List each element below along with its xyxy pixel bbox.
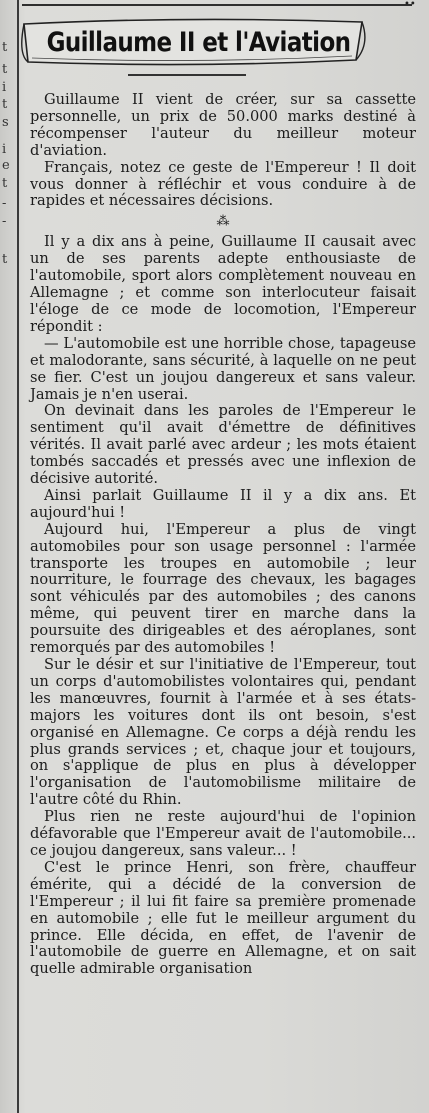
paragraph: Plus rien ne reste aujourd'hui de l'opinion défavorable que l'Empereur avait de l'automobile... ce joujou dangereux, sans valeur... ! bbox=[30, 808, 416, 859]
margin-letter: - bbox=[2, 196, 7, 211]
paragraph: — L'automobile est une horrible chose, tapageuse et malodorante, sans sécurité, à laquelle on ne peut se fier. C'est un joujou dangereux et sans valeur. Jamais je n'en userai. bbox=[30, 334, 416, 403]
margin-letter: t bbox=[2, 176, 8, 191]
paragraph: Guillaume II vient de créer, sur sa cassette personnelle, un prix de 50.000 marks destiné à récompenser l'auteur du meilleur moteur d'aviation. bbox=[30, 91, 416, 159]
margin-letter: t bbox=[2, 97, 8, 112]
paragraph: Français, notez ce geste de l'Empereur ! Il doit vous donner à réfléchir et vous conduire à de rapides et nécessaires décisions. bbox=[30, 158, 416, 210]
top-rule bbox=[22, 4, 412, 6]
adjacent-column-fragment bbox=[0, 0, 16, 1113]
paragraph: On devinait dans les paroles de l'Empereur le sentiment qu'il avait d'émettre de définitives vérités. Il avait parlé avec ardeur ; les mots étaient tombés saccadés et pressés avec une inflexion de décisive autorité. bbox=[30, 402, 416, 488]
paragraph: Ainsi parlait Guillaume II il y a dix ans. Et aujourd'hui ! bbox=[30, 486, 416, 521]
paragraph: Aujourd hui, l'Empereur a plus de vingt automobiles pour son usage personnel : l'armée transporte les troupes en automobile ; leur nourriture, le fourrage des chevaux, les bagages sont véhiculés par des automobiles ; des canons même, qui peuvent tirer en marche dans la poursuite des dirigeables et des aéroplanes, sont remorqués par des automobiles ! bbox=[30, 520, 416, 657]
title-banner bbox=[18, 14, 368, 70]
asterism-separator: ⁂ bbox=[216, 214, 230, 230]
margin-letter: t bbox=[2, 40, 8, 55]
article-title: Guillaume II et l'Aviation bbox=[46, 28, 351, 58]
margin-letter: i bbox=[2, 80, 7, 95]
column-rule bbox=[17, 0, 19, 1113]
paragraph: Il y a dix ans à peine, Guillaume II causait avec un de ses parents adepte enthousiaste de l'automobile, sport alors complètement nouveau en Allemagne ; et comme son interlocuteur faisait l'éloge de ce mode de locomotion, l'Empereur répondit : bbox=[30, 233, 416, 335]
paragraph: C'est le prince Henri, son frère, chauffeur émérite, qui a décidé de la conversion de l'Empereur ; il lui fit faire sa première promenade en automobile ; elle fut le meilleur argument du prince. Elle décida, en effet, de l'avenir de l'automobile de guerre en Allemagne, et on sait quelle admirable organisation bbox=[30, 858, 416, 978]
margin-letter: - bbox=[2, 214, 7, 229]
margin-letter: t bbox=[2, 62, 8, 77]
ornament-icon: •• bbox=[404, 0, 416, 10]
margin-letter: t bbox=[2, 252, 8, 267]
title-underline bbox=[128, 74, 246, 76]
margin-letter: e bbox=[2, 158, 10, 173]
margin-letter: i bbox=[2, 142, 7, 157]
margin-letter: s bbox=[2, 115, 9, 130]
paragraph: Sur le désir et sur l'initiative de l'Empereur, tout un corps d'automobilistes volontaires qui, pendant les manœuvres, fournit à l'armée et à ses états-majors les voitures dont ils ont besoin, s'est organisé en Allemagne. Ce corps a déjà rendu les plus grands services ; et, chaque jour et toujours, on s'applique de plus en plus à développer l'organisation de l'automobilisme militaire de l'autre côté du Rhin. bbox=[30, 656, 416, 809]
article-body bbox=[30, 92, 416, 978]
